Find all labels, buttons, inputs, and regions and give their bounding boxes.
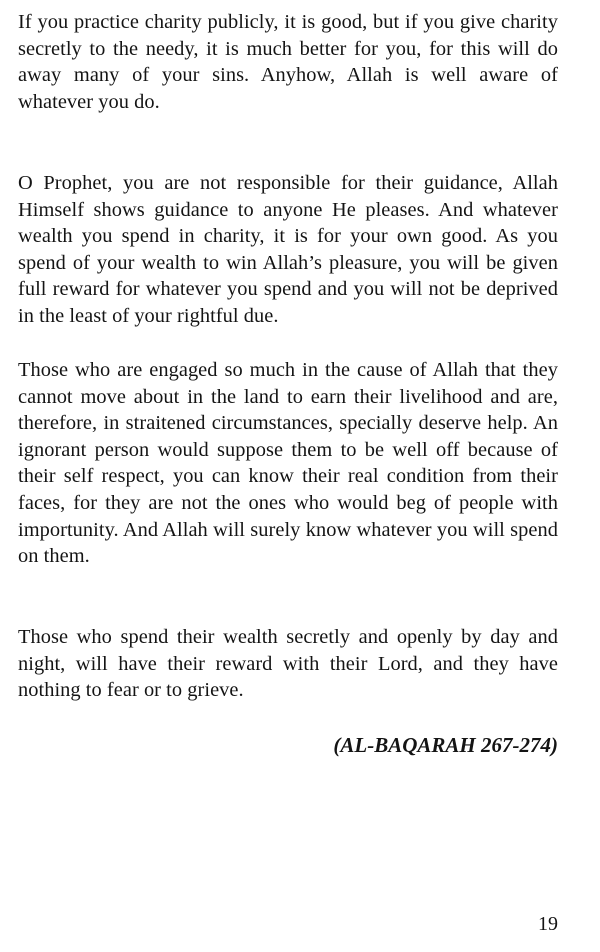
page-number: 19 <box>538 913 558 935</box>
paragraph-prophet-guidance: O Prophet, you are not responsible for their guidance, Allah Himself shows guidance to anyone He pleases. And whatever wealth you spend in charity, it is for your own good. As you spend of your wealth to win Allah’s pleasure, you will be given full reward for whatever you spend and you will not be deprived in the least of your rightful due. <box>18 172 558 327</box>
verse-citation: (AL-BAQARAH 267-274) <box>333 733 558 757</box>
paragraph-charity-secret: If you practice charity publicly, it is good, but if you give charity secretly to the needy, it is much better for you, for this will do away many of your sins. Anyhow, Allah is well aware of whatever you do. <box>18 11 558 113</box>
paragraph-spend-secretly-openly: Those who spend their wealth secretly and openly by day and night, will have their reward with their Lord, and they have nothing to fear or to grieve. <box>18 626 558 702</box>
paragraph-cause-of-allah: Those who are engaged so much in the cause of Allah that they cannot move about in the land to earn their livelihood and are, therefore, in straitened circumstances, specially deserve help. An ignorant person would suppose them to be well off because of their self respect, you can know their real condition from their faces, for they are not the ones who would beg of people with importunity. And Allah will surely know whatever you will spend on them. <box>18 359 558 568</box>
